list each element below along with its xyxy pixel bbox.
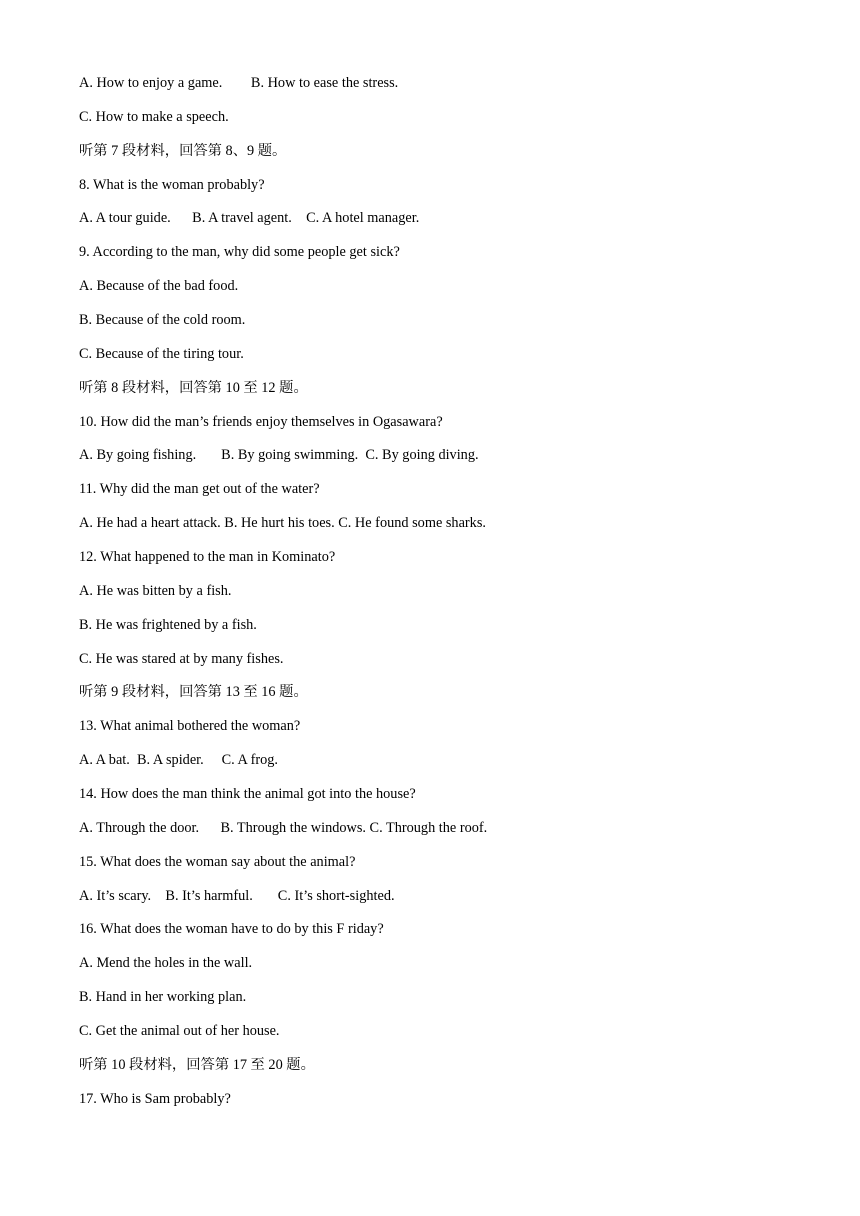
answer-option: B. Because of the cold room. bbox=[79, 312, 246, 329]
answer-option: C. He was stared at by many fishes. bbox=[79, 650, 284, 667]
answer-option: A. Because of the bad food. bbox=[79, 278, 239, 295]
answer-options: A. A bat. B. A spider. C. A frog. bbox=[79, 752, 278, 769]
text-line: C. How to make a speech. bbox=[79, 108, 229, 125]
question: 15. What does the woman say about the animal? bbox=[79, 853, 356, 870]
document-page bbox=[79, 72, 799, 1122]
question: 13. What animal bothered the woman? bbox=[79, 718, 301, 735]
text-line: A. How to enjoy a game. B. How to ease the stress. bbox=[79, 75, 399, 91]
section-heading: 听第 7 段材料，回答第 8、9 题。 bbox=[79, 142, 287, 159]
question: 8. What is the woman probably? bbox=[79, 176, 265, 193]
answer-options: A. He had a heart attack. B. He hurt his toes. C. He found some sharks. bbox=[79, 515, 486, 532]
section-heading: 听第 8 段材料，回答第 10 至 12 题。 bbox=[79, 379, 308, 396]
answer-options: A. It’s scary. B. It’s harmful. C. It’s short-sighted. bbox=[79, 887, 395, 904]
question: 17. Who is Sam probably? bbox=[79, 1090, 231, 1107]
answer-option: A. Mend the holes in the wall. bbox=[79, 955, 253, 972]
question: 14. How does the man think the animal got into the house? bbox=[79, 786, 416, 803]
question: 9. According to the man, why did some people get sick? bbox=[79, 244, 400, 261]
question: 11. Why did the man get out of the water? bbox=[79, 481, 320, 498]
answer-options: A. By going fishing. B. By going swimming. C. By going diving. bbox=[79, 447, 479, 464]
question: 10. How did the man’s friends enjoy themselves in Ogasawara? bbox=[79, 413, 443, 430]
answer-options: A. Through the door. B. Through the windows. C. Through the roof. bbox=[79, 819, 488, 836]
answer-option: B. Hand in her working plan. bbox=[79, 989, 247, 1006]
section-heading: 听第 10 段材料，回答第 17 至 20 题。 bbox=[79, 1056, 315, 1073]
answer-option: B. He was frightened by a fish. bbox=[79, 616, 257, 633]
section-heading: 听第 9 段材料，回答第 13 至 16 题。 bbox=[79, 684, 308, 701]
answer-option: C. Get the animal out of her house. bbox=[79, 1023, 280, 1040]
answer-option: A. He was bitten by a fish. bbox=[79, 582, 232, 599]
answer-option: C. Because of the tiring tour. bbox=[79, 345, 244, 362]
question: 12. What happened to the man in Kominato? bbox=[79, 549, 336, 566]
answer-options: A. A tour guide. B. A travel agent. C. A hotel manager. bbox=[79, 210, 420, 227]
question: 16. What does the woman have to do by this F riday? bbox=[79, 921, 384, 938]
